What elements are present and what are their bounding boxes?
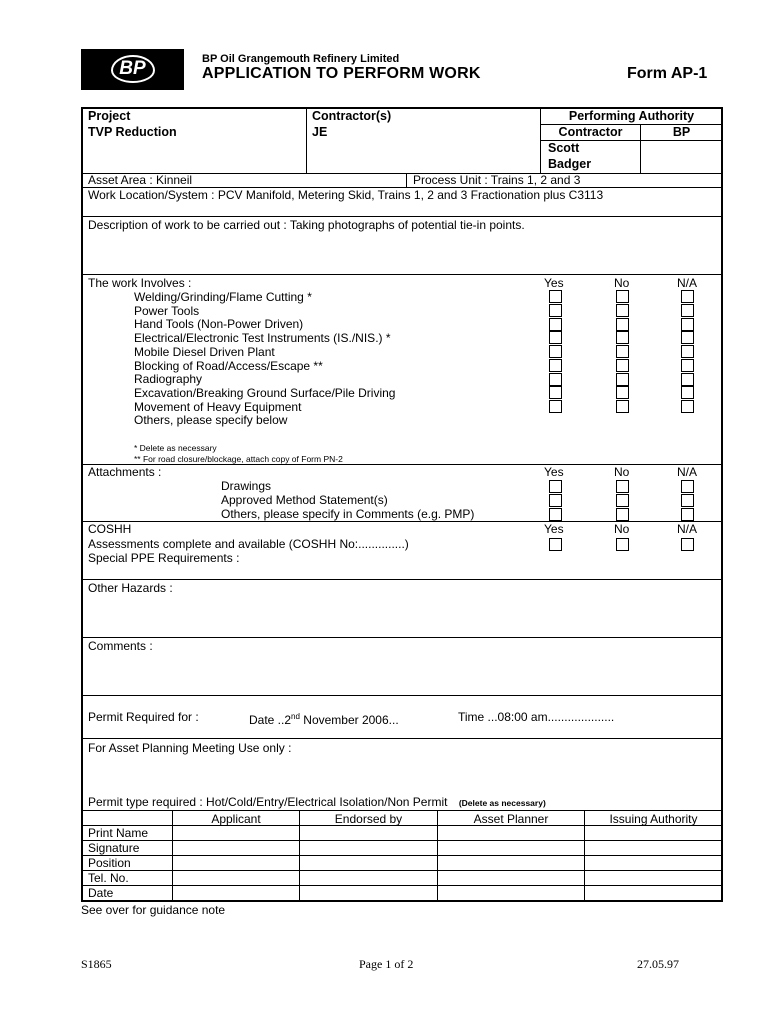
asset-area[interactable]: Asset Area : Kinneil [88,173,193,187]
col-yes: Yes [544,276,564,290]
checkbox-yes[interactable] [549,304,562,317]
checkbox-na[interactable] [681,400,694,413]
comments-label[interactable]: Comments : [88,639,153,653]
checkbox-na[interactable] [681,538,694,551]
signoff-row-label: Date [88,886,114,900]
bp-logo-text: BP [119,58,146,79]
checkbox-yes[interactable] [549,345,562,358]
signoff-row-label: Tel. No. [88,871,129,885]
checkbox-no[interactable] [616,386,629,399]
note-delete: * Delete as necessary [134,443,217,453]
checkbox-na[interactable] [681,331,694,344]
work-item: Blocking of Road/Access/Escape ** [134,359,323,373]
permit-date[interactable] [249,710,399,727]
coshh-assessments[interactable]: Assessments complete and available (COSHH No:..............) [88,537,409,551]
work-item: Radiography [134,372,203,386]
signoff-row-label: Signature [88,841,140,855]
authority-bp-label: BP [672,125,691,139]
performing-authority-label: Performing Authority [568,109,695,123]
work-description[interactable]: Description of work to be carried out : Taking photographs of potential tie-in points. [88,218,525,232]
authority-contractor-name-1[interactable]: Scott [548,141,580,155]
attachment-item: Drawings [221,479,272,493]
permit-date-sup: nd [291,712,300,721]
col-yes: Yes [544,522,564,536]
col-no: No [614,276,630,290]
form-id: Form AP-1 [627,65,708,82]
work-item: Welding/Grinding/Flame Cutting * [134,290,312,304]
checkbox-na[interactable] [681,359,694,372]
note-road-closure: ** For road closure/blockage, attach copy of Form PN-2 [134,454,343,464]
project-value[interactable]: TVP Reduction [88,125,177,139]
asset-planning-label: For Asset Planning Meeting Use only : [88,741,292,755]
checkbox-yes[interactable] [549,331,562,344]
work-item: Movement of Heavy Equipment [134,400,302,414]
checkbox-no[interactable] [616,359,629,372]
permit-required-label: Permit Required for : [88,710,199,724]
col-na: N/A [677,465,698,479]
permit-date-prefix: Date ..2 [249,713,292,727]
footer-page: Page 1 of 2 [359,957,414,971]
work-item: Mobile Diesel Driven Plant [134,345,275,359]
checkbox-no[interactable] [616,508,629,521]
permit-type[interactable] [88,795,546,810]
signoff-col-issuing: Issuing Authority [609,812,698,826]
checkbox-no[interactable] [616,331,629,344]
checkbox-no[interactable] [616,480,629,493]
work-item: Power Tools [134,304,200,318]
checkbox-na[interactable] [681,304,694,317]
process-unit[interactable]: Process Unit : Trains 1, 2 and 3 [413,173,581,187]
col-na: N/A [677,522,698,536]
col-na: N/A [677,276,698,290]
other-hazards-label[interactable]: Other Hazards : [88,581,173,595]
checkbox-yes[interactable] [549,538,562,551]
checkbox-na[interactable] [681,290,694,303]
guidance-note: See over for guidance note [81,903,226,917]
permit-time[interactable]: Time ...08:00 am.................... [458,710,615,724]
checkbox-yes[interactable] [549,373,562,386]
col-no: No [614,522,630,536]
checkbox-yes[interactable] [549,494,562,507]
project-label: Project [88,109,131,123]
work-item: Excavation/Breaking Ground Surface/Pile Driving [134,386,396,400]
permit-type-text: Permit type required : Hot/Cold/Entry/Electrical Isolation/Non Permit [88,795,448,809]
form-title: APPLICATION TO PERFORM WORK [202,65,481,82]
permit-date-suffix: November 2006... [299,713,399,727]
checkbox-yes[interactable] [549,290,562,303]
company-name: BP Oil Grangemouth Refinery Limited [202,53,400,65]
special-ppe[interactable]: Special PPE Requirements : [88,551,240,565]
checkbox-no[interactable] [616,538,629,551]
attachments-label: Attachments : [88,465,162,479]
signoff-col-applicant: Applicant [211,812,261,826]
checkbox-no[interactable] [616,290,629,303]
checkbox-na[interactable] [681,480,694,493]
checkbox-na[interactable] [681,318,694,331]
footer-code: S1865 [81,957,112,971]
permit-type-note: (Delete as necessary) [458,798,546,808]
checkbox-no[interactable] [616,373,629,386]
signoff-row-label: Print Name [88,826,149,840]
signoff-col-asset-planner: Asset Planner [473,812,549,826]
work-item: Hand Tools (Non-Power Driven) [134,317,304,331]
checkbox-na[interactable] [681,345,694,358]
checkbox-yes[interactable] [549,480,562,493]
authority-contractor-label: Contractor [558,125,623,139]
checkbox-no[interactable] [616,494,629,507]
signoff-col-endorsed: Endorsed by [334,812,403,826]
work-item: Others, please specify below [134,413,288,427]
checkbox-na[interactable] [681,386,694,399]
work-location[interactable]: Work Location/System : PCV Manifold, Metering Skid, Trains 1, 2 and 3 Fractionation plus C3113 [88,188,604,202]
checkbox-yes[interactable] [549,386,562,399]
col-yes: Yes [544,465,564,479]
authority-contractor-name-2[interactable]: Badger [548,157,592,171]
checkbox-yes[interactable] [549,508,562,521]
checkbox-no[interactable] [616,304,629,317]
checkbox-no[interactable] [616,400,629,413]
checkbox-na[interactable] [681,508,694,521]
checkbox-na[interactable] [681,494,694,507]
contractor-label: Contractor(s) [312,109,392,123]
attachment-item: Approved Method Statement(s) [221,493,388,507]
work-item: Electrical/Electronic Test Instruments (IS./NIS.) * [134,331,391,345]
checkbox-yes[interactable] [549,400,562,413]
checkbox-yes[interactable] [549,359,562,372]
checkbox-yes[interactable] [549,318,562,331]
checkbox-no[interactable] [616,318,629,331]
work-involves-label: The work Involves : [88,276,192,290]
checkbox-na[interactable] [681,373,694,386]
checkbox-no[interactable] [616,345,629,358]
attachment-item: Others, please specify in Comments (e.g. PMP) [221,507,475,521]
coshh-label: COSHH [88,522,132,536]
signoff-row-label: Position [88,856,131,870]
col-no: No [614,465,630,479]
contractor-value[interactable]: JE [312,125,328,139]
footer-date: 27.05.97 [637,957,679,971]
